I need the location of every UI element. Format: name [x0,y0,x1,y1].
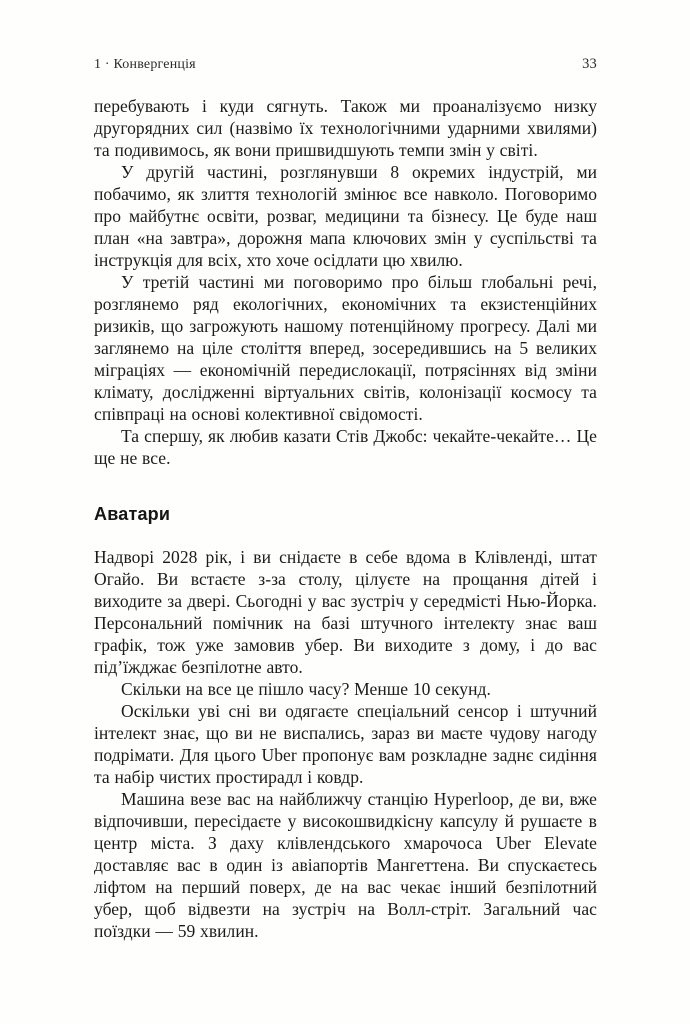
paragraph-intro-continuation: перебувають і куди сягнуть. Також ми проаналізуємо низку другорядних сил (назвімо їх технологічними ударними хвилями) та подивимось, як вони пришвидшують темпи змін у світі. [94,96,597,160]
page-body [94,95,597,942]
paragraph-avatars-opening: Надворі 2028 рік, і ви снідаєте в себе вдома в Клівленді, штат Огайо. Ви встаєте з-за столу, цілуєте на прощання дітей і виходите за двері. Сьогодні у вас зустріч у середмісті Нью-Йорка. Персональний помічник на базі штучного інтелекту знає ваш графік, тож уже замовив убер. Ви виходите з дому, і до вас під’їжджає безпілотне авто. [94,547,597,677]
paragraph-hyperloop-trip: Машина везе вас на найближчу станцію Hyperloop, де ви, вже відпочивши, пересідаєте у високошвидкісну капсулу й рушаєте в центр міста. З даху клівлендського хмарочоса Uber Elevate доставляє вас в один із авіапортів Мангеттена. Ви спускаєтесь ліфтом на перший поверх, де на вас чекає інший безпілотний убер, щоб відвезти на зустріч на Волл-стріт. Загальний час поїздки — 59 хвилин. [94,789,597,941]
running-header [94,56,597,73]
section-heading-avatars: Аватари [94,504,171,524]
paragraph-uber-nap: Оскільки уві сні ви одягаєте спеціальний сенсор і штучний інтелект знає, що ви не виспались, зараз ви маєте чудову нагоду подрімати. Для цього Uber пропонує вам розкладне заднє сидіння та набір чистих простирадл і ковдр. [94,701,597,787]
page-number: 33 [582,56,597,72]
paragraph-part-two: У другій частині, розглянувши 8 окремих індустрій, ми побачимо, як злиття технологій змінює все навколо. Поговоримо про майбутнє освіти, розваг, медицини та бізнесу. Це буде наш план «на завтра», дорожня мапа ключових змін у суспільстві та інструкція для всіх, хто хоче осідлати цю хвилю. [94,162,597,270]
paragraph-jobs-quote: Та спершу, як любив казати Стів Джобс: чекайте-чекайте… Це ще не все. [94,426,597,468]
paragraph-ten-seconds: Скільки на все це пішло часу? Менше 10 секунд. [121,679,491,699]
chapter-running-title: 1 · Конвергенція [94,57,196,72]
paragraph-part-three: У третій частині ми поговоримо про більш глобальні речі, розглянемо ряд екологічних, економічних та екзистенційних ризиків, що загрожують нашому потенційному прогресу. Далі ми заглянемо на ціле століття вперед, зосередившись на 5 великих міграціях — економічній передислокації, потрясіннях від зміни клімату, дослідженні віртуальних світів, колонізації космосу та співпраці на основі колективної свідомості. [94,272,597,424]
